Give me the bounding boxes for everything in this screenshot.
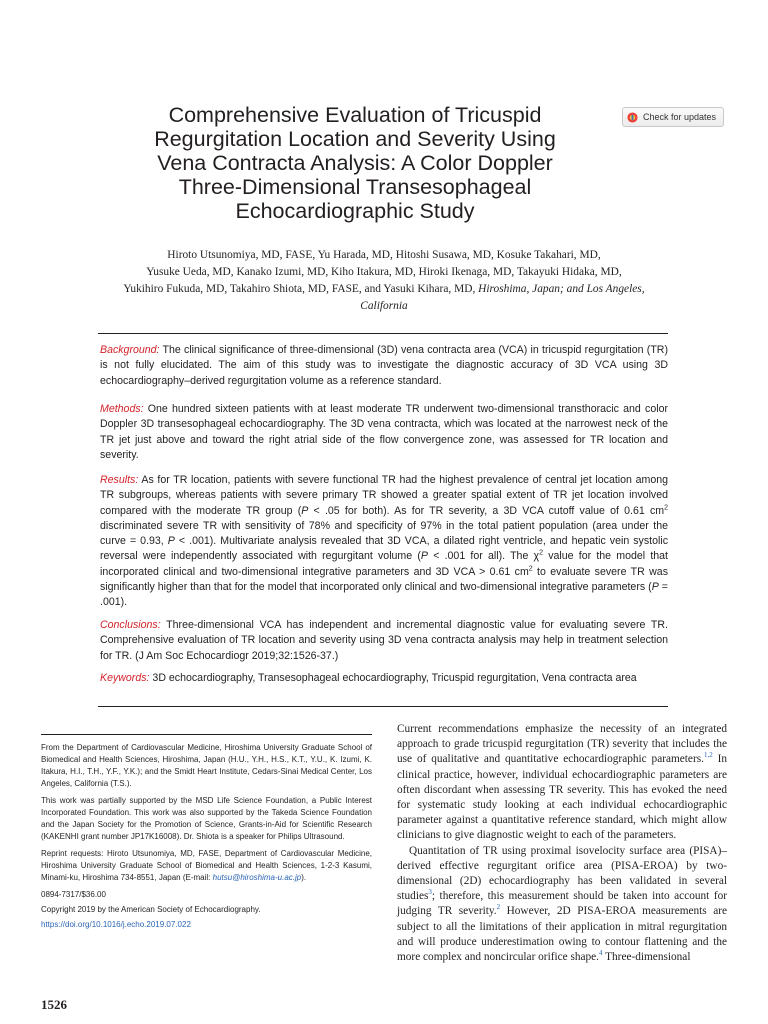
body-paragraph bbox=[397, 844, 727, 966]
title-line: Regurgitation Location and Severity Using bbox=[154, 127, 556, 151]
footnotes bbox=[41, 742, 372, 934]
body-text: ; therefore, this measurement should be taken into account for judging TR severity. bbox=[397, 890, 727, 918]
issn: 0894-7317/$36.00 bbox=[41, 890, 106, 899]
footnote-rule bbox=[41, 734, 372, 735]
background-text: The clinical significance of three-dimensional (3D) vena contracta area (VCA) in tricuspid regurgitation (TR) is not fully elucidated. The aim of this study was to investigate the diagnostic accuracy of 3D VCA using 3D echocardiography–derived regurgitation volume as a reference standard. bbox=[100, 344, 668, 387]
results-text: value for the model that incorporated clinical and two-dimensional integrative parameters and 3D VCA > 0.61 cm bbox=[100, 550, 669, 578]
superscript: 2 bbox=[528, 565, 533, 573]
author-names: Yukihiro Fukuda, MD, Takahiro Shiota, MD, FASE, and Yasuki Kihara, MD, bbox=[123, 283, 476, 295]
body-text-column bbox=[397, 722, 727, 965]
check-for-updates-button[interactable] bbox=[622, 107, 724, 127]
results-text: < .001 for all). The χ bbox=[427, 550, 540, 563]
abstract-background bbox=[100, 343, 668, 389]
superscript: 2 bbox=[664, 504, 668, 512]
p-value-symbol: P bbox=[167, 535, 175, 548]
results-text: discriminated severe TR with sensitivity of 78% and specificity of 97% in the total patient population (area under the curve = 0.93, bbox=[100, 519, 668, 548]
page-number: 1526 bbox=[41, 997, 67, 1012]
reprint-text: Reprint requests: Hiroto Utsunomiya, MD, FASE, Department of Cardiovascular Medicine, Hiroshima University Graduate School of Biomedical and Health Sciences, 1-2-3 Kasumi, Minami-ku, Hiroshima 734-8551, Japan (E-mail: bbox=[41, 849, 372, 882]
affiliation-location: Hiroshima, Japan; and Los Angeles, bbox=[478, 283, 645, 295]
body-text: Three-dimensional bbox=[602, 951, 691, 964]
results-label: Results: bbox=[100, 474, 139, 486]
results-text: to evaluate severe TR was significantly higher than that for the model that incorporated only clinical and two-dimensional integrative parameters ( bbox=[100, 565, 668, 594]
results-text: < .001). Multivariate analysis revealed that 3D VCA, a dilated right ventricle, and hepatic vein systolic reversal were independently associated with regurgitant volume ( bbox=[100, 535, 668, 563]
author-line bbox=[96, 281, 672, 298]
p-value-symbol: P bbox=[420, 550, 428, 563]
methods-label: Methods: bbox=[100, 403, 144, 415]
abstract-results bbox=[100, 473, 668, 611]
conclusions-text: Three-dimensional VCA has independent and incremental diagnostic value for evaluating severe TR. Comprehensive evaluation of TR location and severity using 3D vena contracta analysis may help in treatment selection for TR. (J Am Soc Echocardiogr 2019;32:1526-37.) bbox=[100, 619, 668, 662]
email-link[interactable]: hutsu@hiroshima-u.ac.jp bbox=[212, 873, 302, 882]
abstract-top-rule bbox=[98, 333, 668, 334]
body-text: In clinical practice, however, individual echocardiographic parameters are often discordant when assessing TR severity. This has evoked the need for systematic study looking at each individual echocardiographic parameter against a quantitative reference standard, which might allow clinicians to give diagnostic weight to each of the parameters. bbox=[397, 753, 727, 842]
title-line: Vena Contracta Analysis: A Color Doppler bbox=[157, 151, 553, 175]
abstract-methods bbox=[100, 402, 668, 463]
conclusions-label: Conclusions: bbox=[100, 619, 161, 631]
abstract-conclusions bbox=[100, 618, 668, 664]
check-for-updates-label: Check for updates bbox=[643, 112, 717, 122]
author-line bbox=[96, 298, 672, 315]
superscript: 2 bbox=[539, 549, 544, 557]
doi-link[interactable]: https://doi.org/10.1016/j.echo.2019.07.022 bbox=[41, 920, 191, 929]
title-line: Comprehensive Evaluation of Tricuspid bbox=[168, 103, 542, 127]
title-line: Three-Dimensional Transesophageal bbox=[178, 175, 532, 199]
keywords-text: 3D echocardiography, Transesophageal echocardiography, Tricuspid regurgitation, Vena contracta area bbox=[152, 672, 637, 684]
article-title bbox=[120, 103, 590, 223]
abstract-keywords bbox=[100, 671, 668, 686]
background-label: Background: bbox=[100, 344, 160, 356]
body-text: However, 2D PISA-EROA measurements are subject to all the limitations of their application in mitral regurgitation and will produce underestimation owing to contour flattening and the more complex and noncircular orifice shape. bbox=[397, 905, 727, 964]
author-line: Hiroto Utsunomiya, MD, FASE, Yu Harada, MD, Hitoshi Susawa, MD, Kosuke Takahari, MD, bbox=[167, 249, 601, 261]
reference-link[interactable]: 3 bbox=[428, 888, 432, 897]
body-paragraph bbox=[397, 722, 727, 844]
results-text: < .05 for both). As for TR severity, a 3D VCA cutoff value of 0.61 cm bbox=[308, 504, 665, 517]
affiliation-location: California bbox=[360, 300, 408, 312]
reference-link[interactable]: 2 bbox=[496, 903, 501, 912]
abstract-bottom-rule bbox=[98, 706, 668, 707]
p-value-symbol: P bbox=[651, 581, 659, 594]
funding-note: This work was partially supported by the MSD Life Science Foundation, a Public Interest Incorporated Foundation. This work was also supported by the Takeda Science Foundation and the Japan Society for the Promotion of Science, Grants-in-Aid for Scientific Research (KAKENHI grant number JP17K16008). Dr. Shiota is a speaker for Philips Ultrasound. bbox=[41, 796, 372, 841]
author-list bbox=[96, 247, 672, 315]
methods-text: One hundred sixteen patients with at least moderate TR underwent two-dimensional transthoracic and color Doppler 3D transesophageal echocardiography. The 3D vena contracta, which was located at the narrowest neck of the TR jet just above and toward the right atrial side of the flow convergence zone, was assessed for TR location and severity. bbox=[100, 403, 668, 461]
reprint-text: ). bbox=[301, 873, 307, 882]
body-text: Quantitation of TR using proximal isovelocity surface area (PISA)–derived effective regurgitant orifice area (PISA-EROA) by two-dimensional (2D) echocardiography has been validated in several studies bbox=[397, 844, 727, 903]
reference-link[interactable]: 1,2 bbox=[703, 751, 713, 760]
title-line: Echocardiographic Study bbox=[235, 199, 475, 223]
crossmark-icon bbox=[627, 112, 638, 123]
body-text: Current recommendations emphasize the necessity of an integrated approach to grade tricuspid regurgitation (TR) severity that includes the use of qualitative and quantitative echocardiographic parameters. bbox=[397, 723, 727, 766]
results-text: As for TR location, patients with severe functional TR had the highest prevalence of central jet location among TR subgroups, whereas patients with severe primary TR showed a greater spatial extent of TR jet location involved compared with the moderate TR group ( bbox=[100, 474, 668, 517]
reference-link[interactable]: 4 bbox=[599, 949, 603, 958]
affiliation-note: From the Department of Cardiovascular Medicine, Hiroshima University Graduate School of Biomedical and Health Sciences, Hiroshima, Japan (H.U., Y.H., H.S., K.T., Y.U., K. Izumi, K. Itakura, H.I., T.H., Y.F., Y.K.); and the Smidt Heart Institute, Cedars-Sinai Medical Center, Los Angeles, California (T.S.). bbox=[41, 743, 372, 788]
author-line: Yusuke Ueda, MD, Kanako Izumi, MD, Kiho Itakura, MD, Hiroki Ikenaga, MD, Takayuki Hidaka, MD, bbox=[146, 266, 622, 278]
results-text: = .001). bbox=[100, 581, 668, 609]
p-value-symbol: P bbox=[301, 504, 309, 517]
reprint-note bbox=[41, 848, 372, 884]
keywords-label: Keywords: bbox=[100, 672, 150, 684]
copyright: Copyright 2019 by the American Society of Echocardiography. bbox=[41, 905, 261, 914]
